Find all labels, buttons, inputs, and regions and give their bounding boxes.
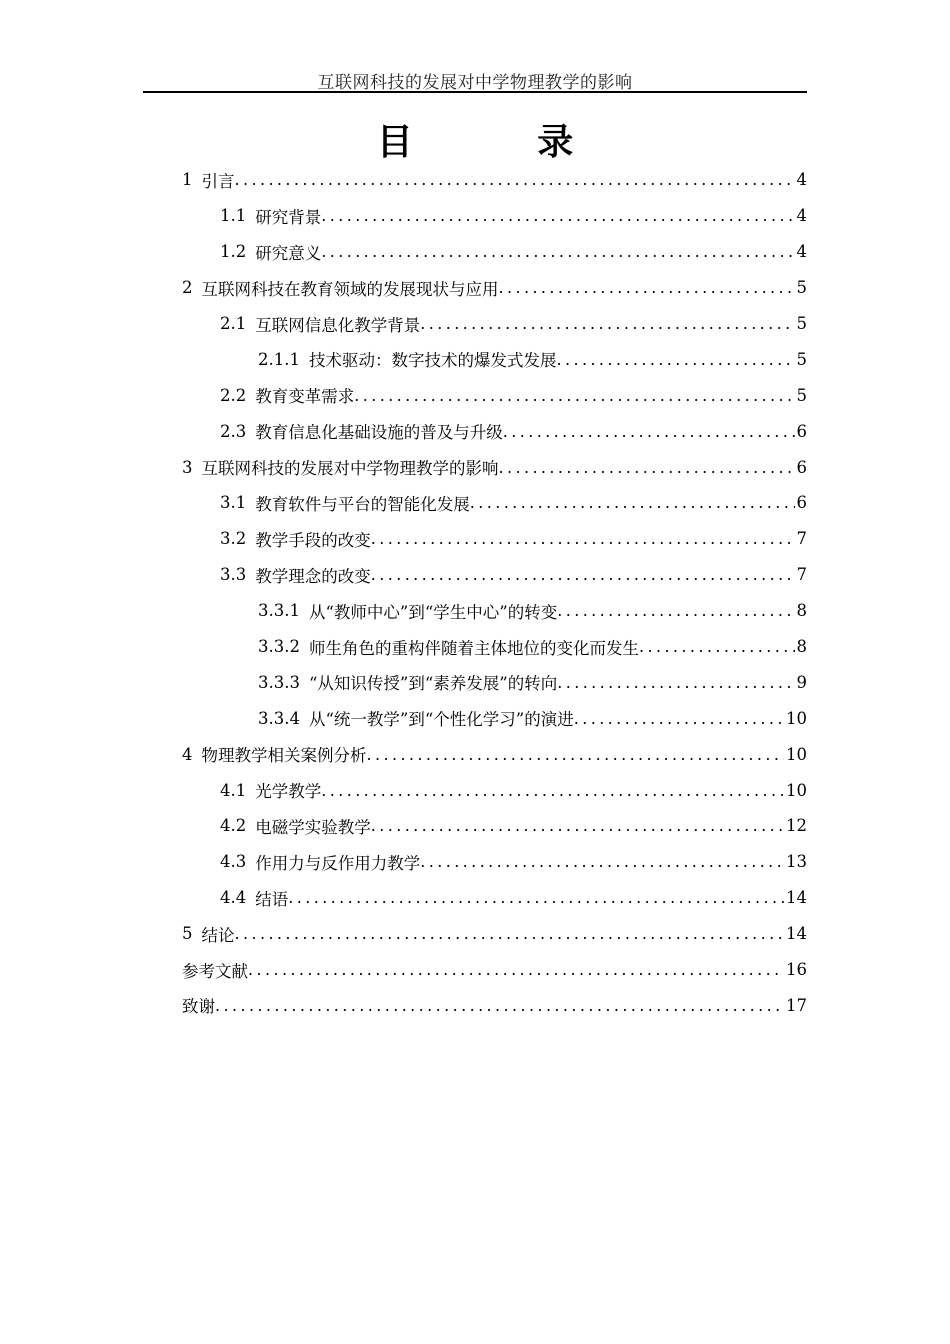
- toc-entry-number: 4.3: [220, 852, 247, 872]
- toc-dot-leader: [556, 350, 794, 369]
- toc-entry[interactable]: [0, 485, 950, 521]
- toc-entry-page: 8: [796, 601, 807, 621]
- toc-entry-page: 12: [786, 816, 807, 836]
- toc-dot-leader: [248, 960, 784, 979]
- toc-dot-leader: [367, 745, 785, 764]
- toc-entry-number: 3: [182, 457, 193, 477]
- toc-entry-title: 教育软件与平台的智能化发展: [255, 494, 470, 514]
- toc-dot-leader: [499, 458, 795, 477]
- toc-entry-page: 10: [786, 708, 807, 728]
- toc-entry[interactable]: [0, 521, 950, 557]
- toc-entry-title: 参考文献: [182, 961, 248, 981]
- toc-entry[interactable]: [0, 664, 950, 700]
- toc-entry-title: 技术驱动：数字技术的爆发式发展: [308, 351, 557, 371]
- toc-dot-leader: [557, 673, 794, 692]
- toc-entry[interactable]: [0, 844, 950, 880]
- toc-entry-title: 结语: [255, 889, 289, 909]
- toc-dot-leader: [371, 816, 784, 835]
- toc-entry-number: 1.1: [220, 206, 247, 226]
- toc-dot-leader: [235, 924, 785, 943]
- toc-dot-leader: [235, 170, 795, 189]
- toc-entry-number: 3.3.4: [258, 708, 300, 728]
- toc-entry[interactable]: [0, 916, 950, 952]
- toc-entry[interactable]: [0, 700, 950, 736]
- toc-entry-page: 14: [786, 888, 807, 908]
- toc-dot-leader: [557, 601, 794, 620]
- toc-entry-page: 16: [786, 960, 807, 980]
- toc-entry-page: 6: [796, 421, 807, 441]
- toc-dot-leader: [574, 709, 784, 728]
- toc-dot-leader: [470, 493, 795, 512]
- toc-entry-page: 14: [786, 924, 807, 944]
- toc-entry[interactable]: [0, 808, 950, 844]
- toc-entry-number: 3.2: [220, 529, 247, 549]
- toc-entry[interactable]: [0, 987, 950, 1023]
- toc-entry-page: 10: [786, 780, 807, 800]
- toc-entry-number: 1: [182, 170, 193, 190]
- toc-entry-page: 5: [796, 349, 807, 369]
- toc-dot-leader: [503, 422, 795, 441]
- toc-entry-number: 3.3.1: [258, 601, 300, 621]
- toc-entry-title: 互联网科技在教育领域的发展现状与应用: [201, 279, 499, 299]
- toc-entry-number: 3.3: [220, 565, 247, 585]
- toc-entry-title: 研究背景: [255, 207, 322, 227]
- toc-entry[interactable]: [0, 880, 950, 916]
- toc-entry-title: 从“统一教学”到“个性化学习”的演进: [308, 710, 574, 730]
- toc-dot-leader: [371, 529, 795, 548]
- toc-entry-title: 教育信息化基础设施的普及与升级: [255, 423, 503, 443]
- toc-title: 目 录: [376, 121, 630, 163]
- toc-entry-title: 物理教学相关案例分析: [201, 746, 367, 766]
- toc-dot-leader: [288, 888, 784, 907]
- toc-entry-title: 从“教师中心”到“学生中心”的转变: [308, 602, 558, 622]
- toc-entry-number: 4.1: [220, 780, 247, 800]
- toc-entry-number: 1.2: [220, 242, 247, 262]
- toc-entry-title: 致谢: [182, 997, 215, 1017]
- toc-entry-title: 教学手段的改变: [255, 530, 371, 550]
- toc-entry-page: 5: [796, 278, 807, 298]
- toc-entry-number: 3.3.3: [258, 672, 300, 692]
- toc-entry[interactable]: [0, 198, 950, 234]
- toc-entry-number: 3.1: [220, 493, 247, 513]
- toc-dot-leader: [215, 996, 784, 1015]
- toc-entry[interactable]: [0, 341, 950, 377]
- toc-entry-number: 4.4: [220, 888, 247, 908]
- running-header: 互联网科技的发展对中学物理教学的影响: [317, 73, 633, 93]
- toc-entry-number: 2.1.1: [258, 349, 300, 369]
- toc-dot-leader: [420, 314, 794, 333]
- toc-entry[interactable]: [0, 234, 950, 270]
- toc-entry-title: 师生角色的重构伴随着主体地位的变化而发生: [308, 638, 639, 658]
- toc-entry[interactable]: [0, 377, 950, 413]
- toc-dot-leader: [499, 278, 795, 297]
- toc-entry[interactable]: [0, 557, 950, 593]
- toc-entry-number: 2.1: [220, 314, 247, 333]
- toc-entry-title: “从知识传授”到“素养发展”的转向: [308, 674, 558, 694]
- toc-entry-title: 电磁学实验教学: [255, 817, 371, 837]
- toc-entry[interactable]: [0, 736, 950, 772]
- toc-entry-page: 4: [796, 206, 807, 226]
- toc-entry-number: 4: [182, 744, 193, 764]
- toc-dot-leader: [639, 637, 795, 656]
- toc-entry-page: 6: [796, 493, 807, 513]
- toc-entry-number: 3.3.2: [258, 637, 300, 657]
- toc-entry-title: 互联网信息化教学背景: [255, 315, 421, 335]
- toc-dot-leader: [371, 565, 795, 584]
- toc-entry[interactable]: [0, 629, 950, 665]
- toc-dot-leader: [420, 852, 784, 871]
- toc-entry[interactable]: [0, 449, 950, 485]
- toc-entry-page: 5: [796, 385, 807, 405]
- table-of-contents: [0, 162, 950, 1023]
- toc-entry-page: 4: [796, 242, 807, 262]
- toc-entry-title: 作用力与反作用力教学: [255, 853, 421, 873]
- toc-entry-page: 10: [786, 744, 807, 764]
- toc-entry[interactable]: [0, 306, 950, 342]
- toc-dot-leader: [354, 386, 794, 405]
- toc-entry[interactable]: [0, 772, 950, 808]
- toc-entry[interactable]: [0, 270, 950, 306]
- toc-entry-number: 5: [182, 924, 193, 944]
- header-rule: [143, 91, 807, 93]
- toc-entry-page: 7: [796, 529, 807, 549]
- toc-entry[interactable]: [0, 952, 950, 988]
- toc-entry[interactable]: [0, 162, 950, 198]
- toc-entry-title: 结论: [201, 925, 235, 945]
- toc-entry-title: 互联网科技的发展对中学物理教学的影响: [201, 459, 499, 479]
- toc-entry-page: 13: [786, 852, 807, 872]
- toc-entry-number: 2: [182, 278, 193, 298]
- toc-entry[interactable]: [0, 413, 950, 449]
- toc-dot-leader: [321, 781, 784, 800]
- toc-entry-page: 17: [786, 995, 807, 1015]
- toc-entry-number: 4.2: [220, 816, 247, 836]
- toc-entry-page: 8: [796, 637, 807, 657]
- toc-entry-page: 4: [796, 170, 807, 190]
- toc-entry-title: 引言: [201, 171, 235, 191]
- toc-entry-page: 5: [796, 314, 807, 333]
- toc-entry-number: 2.3: [220, 421, 247, 441]
- toc-dot-leader: [321, 242, 794, 261]
- toc-entry-title: 教学理念的改变: [255, 566, 371, 586]
- toc-entry-title: 教育变革需求: [255, 387, 355, 407]
- toc-dot-leader: [321, 206, 794, 225]
- toc-entry-number: 2.2: [220, 385, 247, 405]
- toc-entry-title: 光学教学: [255, 782, 322, 802]
- toc-entry-page: 7: [796, 565, 807, 585]
- toc-entry-page: 9: [796, 672, 807, 692]
- toc-entry[interactable]: [0, 593, 950, 629]
- toc-entry-title: 研究意义: [255, 243, 322, 263]
- toc-entry-page: 6: [796, 457, 807, 477]
